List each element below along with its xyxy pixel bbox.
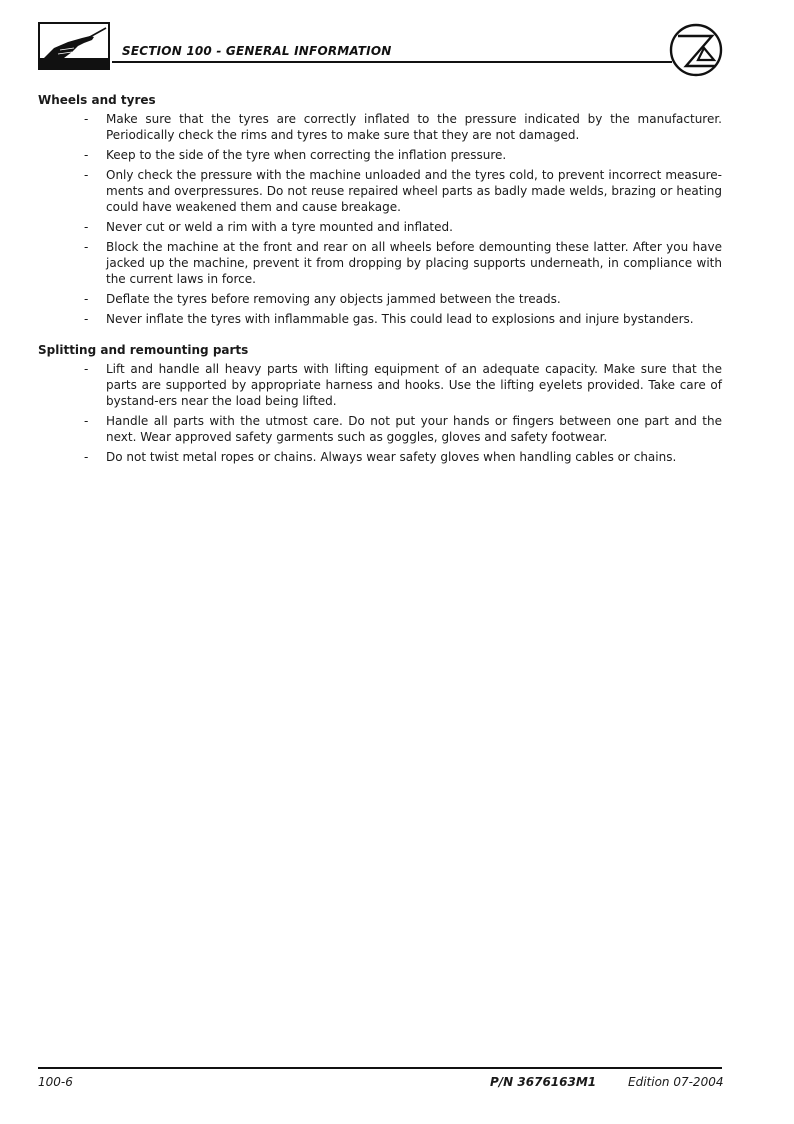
- section-heading-splitting: Splitting and remounting parts: [38, 343, 249, 357]
- pointing-hand-icon: [38, 22, 110, 70]
- bullet-dash: -: [84, 220, 89, 234]
- page-content: [38, 92, 722, 469]
- section-heading-wheels: Wheels and tyres: [38, 93, 156, 107]
- bullet-dash: -: [84, 312, 89, 326]
- list-item: [38, 361, 722, 409]
- bullet-dash: -: [84, 362, 89, 376]
- part-number: P/N 3676163M1: [490, 1075, 597, 1089]
- list-item-text: Deflate the tyres before removing any objects jammed between the treads.: [106, 292, 561, 306]
- list-item: [38, 239, 722, 287]
- list-item-text: Lift and handle all heavy parts with lifting equipment of an adequate capacity. Make sure that the parts are supported by appropriate harness and hooks. Use the lifting eyelets provided. Take care of bystand-ers near the load being lifted.: [106, 362, 722, 408]
- list-item: [38, 449, 722, 465]
- bullet-dash: -: [84, 414, 89, 428]
- list-item: [38, 111, 722, 143]
- list-item-text: Never inflate the tyres with inflammable gas. This could lead to explosions and injure bystanders.: [106, 312, 694, 326]
- list-item: [38, 147, 722, 163]
- list-item-text: Keep to the side of the tyre when correcting the inflation pressure.: [106, 148, 507, 162]
- bullet-dash: -: [84, 168, 89, 182]
- list-item-text: Do not twist metal ropes or chains. Always wear safety gloves when handling cables or chains.: [106, 450, 677, 464]
- list-item: [38, 311, 722, 327]
- list-item-text: Make sure that the tyres are correctly inflated to the pressure indicated by the manufacturer. Periodically check the rims and tyres to make sure that they are not damaged.: [106, 112, 722, 142]
- edition-label: Edition 07-2004: [628, 1075, 724, 1089]
- list-item-text: Handle all parts with the utmost care. Do not put your hands or fingers between one part and the next. Wear approved safety garments such as goggles, gloves and safety footwear.: [106, 414, 722, 444]
- splitting-list: [38, 361, 722, 465]
- brand-logo-icon: [668, 22, 724, 78]
- page-number: 100-6: [38, 1075, 73, 1089]
- wheels-list: [38, 111, 722, 327]
- bullet-dash: -: [84, 240, 89, 254]
- footer-divider: [38, 1067, 722, 1069]
- list-item-text: Block the machine at the front and rear on all wheels before demounting these latter. After you have jacked up the machine, prevent it from dropping by placing supports underneath, in compliance with the current laws in force.: [106, 240, 722, 286]
- bullet-dash: -: [84, 292, 89, 306]
- list-item: [38, 413, 722, 445]
- list-item-text: Never cut or weld a rim with a tyre mounted and inflated.: [106, 220, 453, 234]
- section-title: SECTION 100 - GENERAL INFORMATION: [122, 44, 392, 58]
- bullet-dash: -: [84, 450, 89, 464]
- bullet-dash: -: [84, 148, 89, 162]
- list-item: [38, 167, 722, 215]
- list-item: [38, 291, 722, 307]
- list-item: [38, 219, 722, 235]
- bullet-dash: -: [84, 112, 89, 126]
- list-item-text: Only check the pressure with the machine unloaded and the tyres cold, to prevent incorrect measure-ments and overpressures. Do not reuse repaired wheel parts as badly made welds, brazing or heating could have weakened them and cause breakage.: [106, 168, 722, 214]
- header-divider: [112, 61, 672, 63]
